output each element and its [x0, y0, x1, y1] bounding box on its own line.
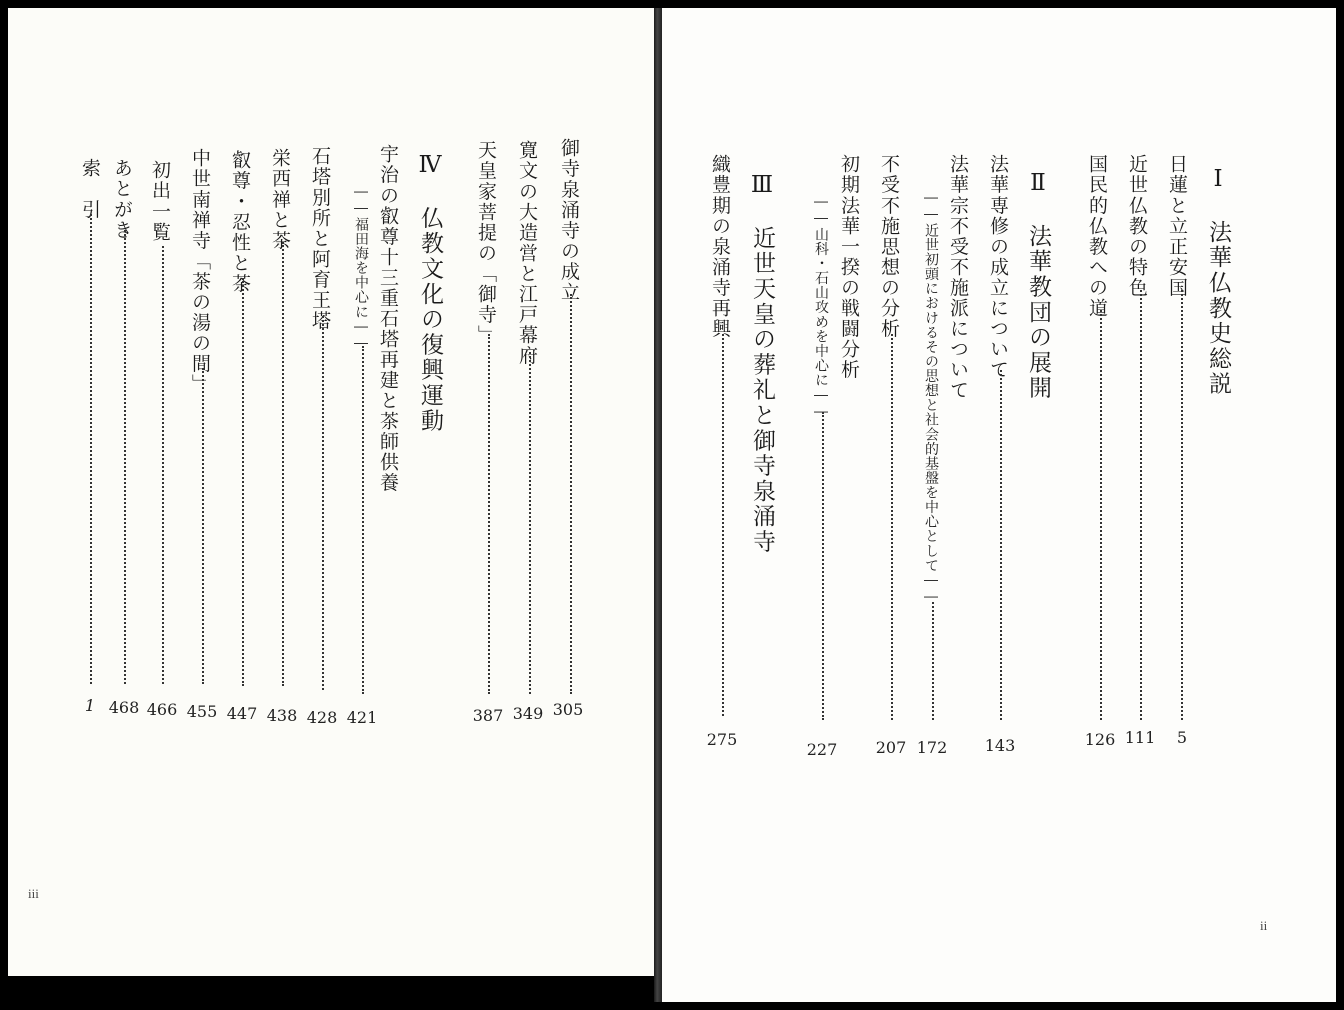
- page-number: 438: [266, 706, 298, 725]
- dot-leader: [570, 294, 572, 694]
- page-number: 421: [346, 708, 378, 727]
- toc-entry[interactable]: あとがき: [111, 158, 133, 241]
- toc-entry[interactable]: 初期法華一揆の戦闘分析: [838, 154, 860, 380]
- toc-entry[interactable]: 日蓮と立正安国: [1166, 154, 1188, 298]
- dot-leader: [822, 412, 824, 720]
- part-numeral: Ⅲ: [749, 172, 775, 201]
- dot-leader: [891, 334, 893, 720]
- page-number: 207: [875, 738, 907, 757]
- page-number: 387: [472, 706, 504, 725]
- page-number: 455: [186, 702, 218, 721]
- toc-entry[interactable]: 初出一覧: [149, 160, 171, 243]
- part-title: 法華教団の展開: [1025, 223, 1051, 401]
- page-number: 143: [984, 736, 1016, 755]
- dot-leader: [162, 246, 164, 684]
- toc-entry[interactable]: 近世仏教の特色: [1126, 154, 1148, 298]
- left-page: [8, 8, 654, 976]
- dot-leader: [124, 230, 126, 684]
- page-number: 305: [552, 700, 584, 719]
- page-number: 227: [806, 740, 838, 759]
- page-number: 466: [146, 700, 178, 719]
- toc-entry[interactable]: 織豊期の泉涌寺再興: [709, 154, 731, 339]
- toc-entry[interactable]: 叡尊・忍性と茶: [229, 150, 251, 294]
- part-heading-3: [750, 172, 773, 555]
- part-numeral: Ⅰ: [1205, 166, 1231, 195]
- dot-leader: [202, 368, 204, 684]
- dot-leader: [322, 316, 324, 690]
- part-numeral: Ⅳ: [417, 152, 443, 181]
- page-number: 468: [108, 698, 140, 717]
- dot-leader: [90, 214, 92, 684]
- part-heading-1: [1206, 166, 1229, 397]
- part-title: 近世天皇の葬礼と御寺泉涌寺: [749, 225, 775, 555]
- page-number: 447: [226, 704, 258, 723]
- dot-leader: [282, 242, 284, 686]
- page-number: 172: [916, 738, 948, 757]
- dot-leader: [722, 334, 724, 716]
- toc-subtitle: ――山科・石山攻めを中心に――: [813, 194, 829, 421]
- page-number: 428: [306, 708, 338, 727]
- book-gutter: [654, 8, 662, 1002]
- toc-entry[interactable]: 国民的仏教への道: [1086, 154, 1108, 319]
- toc-entry[interactable]: 法華専修の成立について: [987, 154, 1009, 380]
- toc-entry[interactable]: 宇治の叡尊十三重石塔再建と茶師供養: [377, 144, 399, 493]
- toc-entry[interactable]: 天皇家菩提の「御寺」: [475, 140, 497, 346]
- toc-entry[interactable]: 寛文の大造営と江戸幕府: [516, 140, 538, 366]
- toc-entry[interactable]: 不受不施思想の分析: [878, 154, 900, 339]
- page-number: 126: [1084, 730, 1116, 749]
- part-title: 法華仏教史総説: [1205, 219, 1231, 397]
- toc-entry[interactable]: 法華宗不受不施派について: [947, 154, 969, 401]
- toc-entry[interactable]: 索 引: [79, 158, 101, 220]
- dot-leader: [1181, 290, 1183, 720]
- toc-entry[interactable]: 中世南禅寺「茶の湯の間」: [189, 148, 211, 395]
- page-number: 5: [1176, 728, 1188, 747]
- dot-leader: [362, 346, 364, 694]
- toc-subtitle: ――福田海を中心に――: [353, 184, 369, 353]
- toc-entry[interactable]: 栄西禅と茶: [269, 148, 291, 251]
- right-page: [662, 8, 1336, 1002]
- page-number: 349: [512, 704, 544, 723]
- page-folio: iii: [28, 886, 39, 901]
- dot-leader: [529, 352, 531, 694]
- page-number: 275: [706, 730, 738, 749]
- part-title: 仏教文化の復興運動: [417, 205, 443, 434]
- toc-subtitle: ――近世初頭におけるその思想と社会的基盤を中心として――: [923, 190, 939, 606]
- dot-leader: [242, 278, 244, 686]
- page-folio: ii: [1260, 918, 1268, 933]
- dot-leader: [1140, 290, 1142, 720]
- part-heading-4: [418, 152, 441, 433]
- toc-entry[interactable]: 御寺泉涌寺の成立: [558, 138, 580, 303]
- toc-entry[interactable]: 石塔別所と阿育王塔: [309, 146, 331, 331]
- page-number: 111: [1124, 728, 1156, 747]
- dot-leader: [1000, 370, 1002, 720]
- dot-leader: [1100, 310, 1102, 720]
- part-heading-2: [1026, 170, 1049, 401]
- page-number: 1: [84, 696, 96, 715]
- dot-leader: [488, 334, 490, 694]
- part-numeral: Ⅱ: [1025, 170, 1051, 199]
- dot-leader: [932, 602, 934, 720]
